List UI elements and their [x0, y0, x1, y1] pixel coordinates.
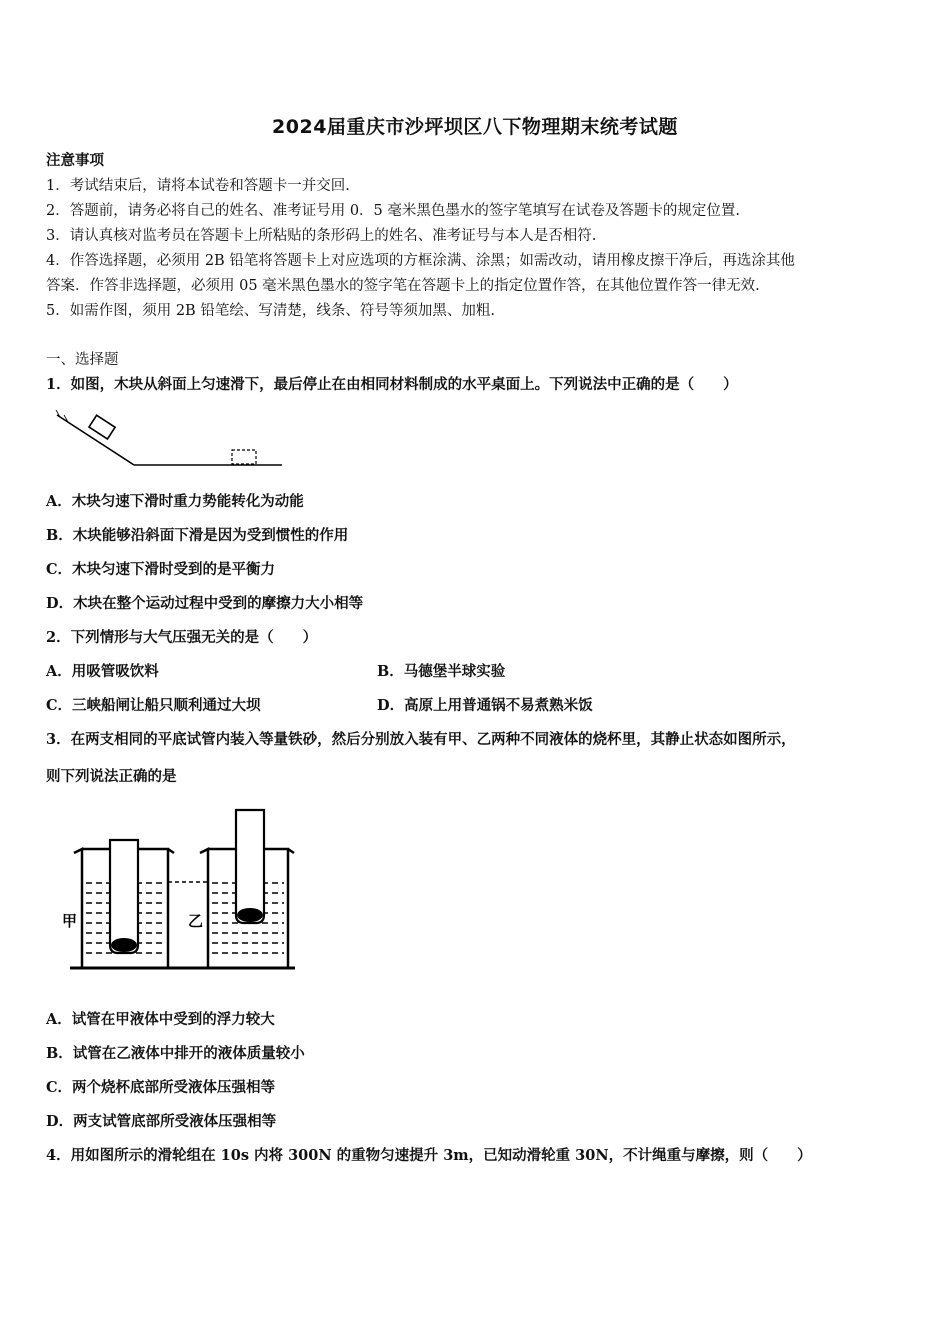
question-4-stem: 4．用如图所示的滑轮组在 10s 内将 300N 的重物匀速提升 3m，已知动滑轮重 30N，不计绳重与摩擦，则（ ） [46, 1147, 812, 1164]
notice-item: 4．作答选择题，必须用 2B 铅笔将答题卡上对应选项的方框涂满、涂黑；如需改动，请用橡皮擦干净后，再选涂其他 [46, 253, 795, 269]
notice-item: 答案．作答非选择题，必须用 05 毫米黑色墨水的签字笔在答题卡上的指定位置作答，在其他位置作答一律无效. [46, 278, 760, 294]
question-1-stem: 1．如图，木块从斜面上匀速滑下，最后停止在由相同材料制成的水平桌面上。下列说法中正确的是（ ） [46, 376, 738, 393]
q2-option-a: A．用吸管吸饮料 [46, 663, 159, 680]
q2-option-d: D．高原上用普通锅不易煮熟米饭 [377, 697, 593, 714]
q3-option-d: D．两支试管底部所受液体压强相等 [46, 1113, 277, 1130]
question-3-stem-line1: 3．在两支相同的平底试管内装入等量铁砂，然后分别放入装有甲、乙两种不同液体的烧杯里，其静止状态如图所示， [46, 731, 796, 748]
beaker-figure [60, 805, 305, 980]
incline-figure [52, 405, 287, 470]
q1-option-b: B．木块能够沿斜面下滑是因为受到惯性的作用 [46, 527, 349, 544]
question-3-stem-line2: 则下列说法正确的是 [46, 768, 177, 785]
notice-item: 1．考试结束后，请将本试卷和答题卡一并交回. [46, 178, 350, 194]
label-jia: 甲 [62, 912, 78, 930]
notice-heading: 注意事项 [46, 152, 104, 169]
q1-option-a: A．木块匀速下滑时重力势能转化为动能 [46, 493, 304, 510]
page-title: 2024届重庆市沙坪坝区八下物理期末统考试题 [272, 116, 678, 138]
q1-option-c: C．木块匀速下滑时受到的是平衡力 [46, 561, 276, 578]
notice-item: 3．请认真核对监考员在答题卡上所粘贴的条形码上的姓名、准考证号与本人是否相符. [46, 228, 597, 244]
question-2-stem: 2．下列情形与大气压强无关的是（ ） [46, 629, 318, 646]
notice-item: 5．如需作图，须用 2B 铅笔绘、写清楚，线条、符号等须加黑、加粗. [46, 303, 495, 319]
label-yi: 乙 [188, 912, 204, 930]
q3-option-c: C．两个烧杯底部所受液体压强相等 [46, 1079, 276, 1096]
q2-option-b: B．马德堡半球实验 [377, 663, 506, 680]
q1-option-d: D．木块在整个运动过程中受到的摩擦力大小相等 [46, 595, 364, 612]
section-heading: 一、选择题 [46, 352, 119, 368]
q3-option-b: B．试管在乙液体中排开的液体质量较小 [46, 1045, 305, 1062]
q3-option-a: A．试管在甲液体中受到的浮力较大 [46, 1011, 275, 1028]
q2-option-c: C．三峡船闸让船只顺利通过大坝 [46, 697, 261, 714]
notice-item: 2．答题前，请务必将自己的姓名、准考证号用 0．5 毫米黑色墨水的签字笔填写在试卷及答题卡的规定位置. [46, 203, 740, 219]
